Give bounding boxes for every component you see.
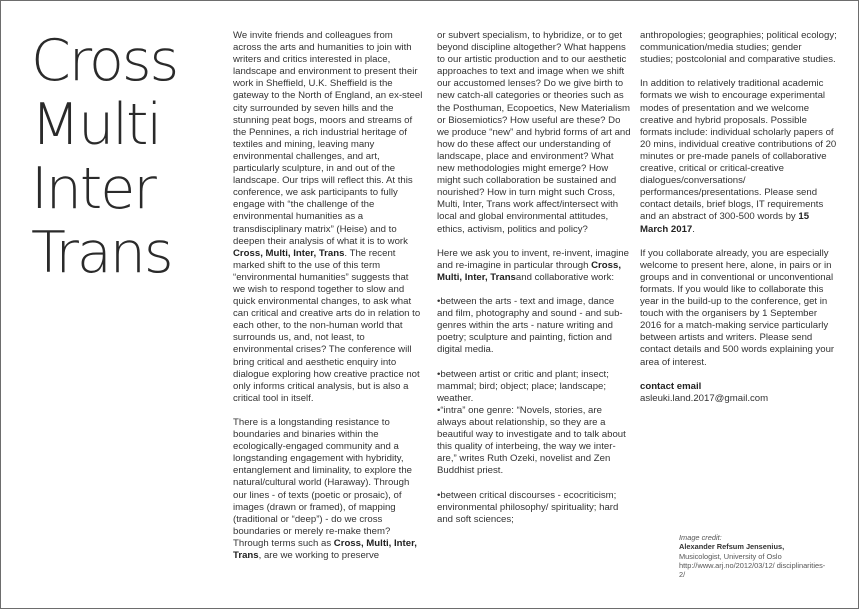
bullet-critical-discourses: •between critical discourses - ecocriticism; environmental philosophy/ spirituality; hard and soft sciences; bbox=[437, 489, 619, 525]
formats-text-a: In addition to relatively traditional academic formats we wish to encourage experimental modes of presentation and we welcome creative and hybrid proposals. Possible formats include: individual scholarly papers of 20 mins, individual creative contributions of 20 minutes or pre-made panels of collaborative creative, critical or critical-creative dialogues/conversations/ performances/presentations. Please send contact details, brief blogs, IT requirements and an abstract of 300-500 words by bbox=[640, 78, 837, 223]
formats-text-b: . bbox=[692, 223, 695, 235]
bullet-intra-genre: •“intra” one genre: “Novels, stories, are always about relationship, so they are a beautiful way to investigate and to talk about this quality of interbeing, the way we inter-are,” writes Ruth Ozeki, novelist and Zen Buddhist priest. bbox=[437, 404, 626, 477]
contact-block bbox=[640, 381, 837, 405]
collaborate-paragraph: If you collaborate already, you are especially welcome to present here, alone, in pairs or in groups and in conventional or unconventional formats. If you would like to collaborate this year in the build-up to the conference, get in touch with the organisers by 1 September 2016 for a match-making service particularly between artists and writers. Please send contact details and 500 words explaining your area of interest. bbox=[640, 247, 835, 368]
contact-email[interactable]: asleuki.land.2017@gmail.com bbox=[640, 392, 769, 404]
title-line-trans: Trans bbox=[31, 220, 172, 286]
intro-text-b: . The recent marked shift to the use of this term “environmental humanities” suggests that we wish to respond together to slow and quick environmental changes, to ask what can critical and creative arts do in relation to each other, to the non-human world that surrounds us, and, not least, to environmental crises? The conference will bring critical and aesthetic enquiry into dialogue exploring how creative practice not only informs critical analysis, but is also a critical tool in itself. bbox=[233, 247, 421, 404]
bullet-arts: •between the arts - text and image, dance and film, photography and sound - and sub-genres within the arts - nature writing and poetry; sculpture and painting, fiction and digital media. bbox=[437, 296, 623, 356]
image-credit bbox=[679, 533, 829, 579]
boundaries-text-a: There is a longstanding resistance to boundaries and binaries within the ecologically-engaged community and a longstanding engagement with hybridity, entanglement and liminality, to explore the natural/cultural world (Haraway). Through our lines - of texts (poetic or prosaic), of images (drawn or framed), of mapping (traditional or “deep”) - do we cross boundaries or merely re-make them? Through terms such as bbox=[233, 417, 413, 549]
text-column-2 bbox=[437, 30, 631, 538]
intro-bold-terms: Cross, Multi, Inter, Trans bbox=[233, 247, 345, 259]
text-column-1 bbox=[233, 30, 423, 574]
page-title bbox=[31, 29, 216, 285]
formats-paragraph bbox=[640, 78, 837, 235]
disciplines-paragraph: anthropologies; geographies; political ecology; communication/media studies; gender studies; postcolonial and comparative studies. bbox=[640, 30, 837, 66]
deadline-date: 15 March 2017 bbox=[640, 211, 810, 235]
questions-paragraph: or subvert specialism, to hybridize, or to get beyond discipline altogether? What happens to our artistic production and to our aesthetic approaches to text and image when we shift our accustomed lenses? Do we give birth to new catch-all categories or theories such as the Posthuman, Ecopoetics, New Materialism or Biosemiotics? How useful are these? Do we produce “new” and hybrid forms of art and how do these affect our understanding of landscape, place and environment? What new methodologies might emerge? How might such collaboration be sustained and nourished? How in turn might such Cross, Multi, Inter, Trans work affect/intersect with local and global environmental attitudes, ethics, activism, politics and policy? bbox=[437, 30, 631, 235]
invitation-bold-terms: Cross, Multi, Inter, Trans bbox=[437, 259, 621, 283]
intro-text-a: We invite friends and colleagues from across the arts and humanities to join with writers and critics interested in place, landscape and environment to present their work in Sheffield, U.K. Sheffield is the gateway to the North of England, an ex-steel city surrounded by seven hills and the stunning peat bogs, moors and streams of the Pennines, a rich industrial heritage of textiles and mining, leaving many environmental challenges, and art, particularly sculpture, in and out of the landscape. Our trips will reflect this. At this conference, we ask participants to fully engage with “the challenge of the environmental humanities as a transdisciplinary matrix” (Heise) and to deepen their analysis of what it is to work bbox=[233, 30, 423, 247]
credit-label: Image credit: bbox=[679, 533, 722, 542]
credit-affiliation: Musicologist, University of Oslo bbox=[679, 551, 782, 561]
credit-name: Alexander Refsum Jensenius, bbox=[679, 542, 785, 552]
title-line-inter: Inter bbox=[31, 156, 155, 222]
bullet-artist-critic: •between artist or critic and plant; insect; mammal; bird; object; place; landscape; weather. bbox=[437, 368, 609, 404]
contact-label: contact email bbox=[640, 380, 702, 392]
boundaries-paragraph bbox=[233, 417, 423, 562]
boundaries-text-b: , are we working to preserve bbox=[258, 550, 380, 562]
invitation-text-b: and collaborative work: bbox=[515, 271, 615, 283]
title-line-multi: Multi bbox=[31, 92, 161, 158]
intro-paragraph bbox=[233, 30, 423, 405]
credit-url[interactable]: http://www.arj.no/2012/03/12/ disciplinarities-2/ bbox=[679, 560, 826, 580]
text-column-3 bbox=[640, 30, 837, 405]
invitation-text-a: Here we ask you to invent, re-invent, imagine and re-imagine in particular through bbox=[437, 247, 629, 271]
boundaries-bold-terms: Cross, Multi, Inter, Trans bbox=[233, 537, 417, 562]
invitation-paragraph bbox=[437, 248, 631, 284]
title-line-cross: Cross bbox=[31, 28, 178, 94]
